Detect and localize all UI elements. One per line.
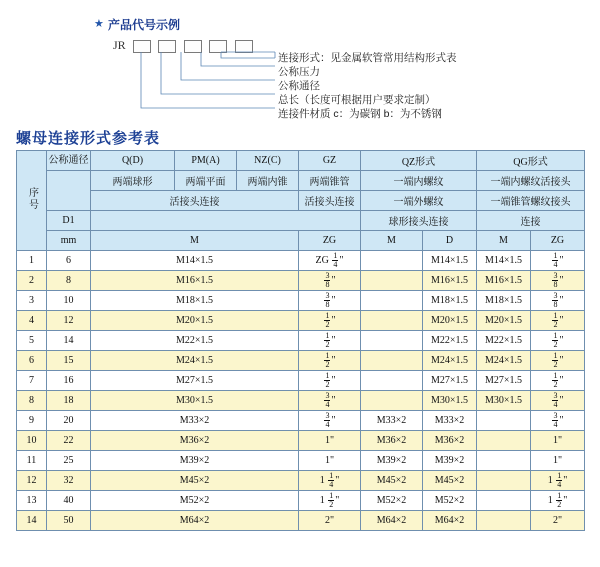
header-thread-zg: ZG (299, 231, 361, 251)
cell-nominal-diameter: 16 (47, 371, 91, 391)
product-code-legend (0, 0, 600, 120)
cell-qg-m (477, 471, 531, 491)
cell-qz-d: M22×1.5 (423, 331, 477, 351)
header-group-qg: QG形式 (477, 151, 585, 171)
cell-qg-m: M14×1.5 (477, 251, 531, 271)
header-thread-qz-d: D (423, 231, 477, 251)
header-span-connect: 连接 (477, 211, 585, 231)
cell-qz-d: M30×1.5 (423, 391, 477, 411)
cell-qz-m (361, 251, 423, 271)
cell-qg-zg: 1" (531, 451, 585, 471)
cell-index: 6 (17, 351, 47, 371)
header-span-ball-joint: 球形接头连接 (361, 211, 477, 231)
table-row (17, 251, 585, 271)
product-code-boxes (133, 40, 256, 58)
header-thread-qg-zg: ZG (531, 231, 585, 251)
header-thread-m: M (91, 231, 299, 251)
table-row (17, 351, 585, 371)
page-title: 螺母连接形式参考表 (16, 130, 161, 147)
table-row (17, 271, 585, 291)
cell-nominal-diameter: 40 (47, 491, 91, 511)
table-row (17, 411, 585, 431)
cell-qg-zg: $\frac{1}{2}$ " (531, 371, 585, 391)
header-sub-qg: 一端内螺纹活接头 (477, 171, 585, 191)
cell-qd-pma-nzc-thread: M64×2 (91, 511, 299, 531)
cell-qz-m: M52×2 (361, 491, 423, 511)
cell-index: 10 (17, 431, 47, 451)
table-header-row (17, 151, 585, 171)
cell-qd-pma-nzc-thread: M52×2 (91, 491, 299, 511)
cell-index: 13 (17, 491, 47, 511)
cell-qd-pma-nzc-thread: M30×1.5 (91, 391, 299, 411)
cell-qz-m (361, 271, 423, 291)
cell-qg-zg: 1" (531, 431, 585, 451)
cell-qg-zg: $\frac{1}{2}$ " (531, 351, 585, 371)
cell-qd-pma-nzc-thread: M33×2 (91, 411, 299, 431)
header-sub-nzc: 两端内锥 (237, 171, 299, 191)
cell-nominal-diameter: 6 (47, 251, 91, 271)
table-row (17, 391, 585, 411)
cell-gz-thread: $\frac{1}{2}$ " (299, 331, 361, 351)
cell-qg-zg: 1 $\frac{1}{4}$ " (531, 471, 585, 491)
cell-nominal-diameter: 8 (47, 271, 91, 291)
cell-index: 3 (17, 291, 47, 311)
cell-qg-zg: 1 $\frac{1}{2}$ " (531, 491, 585, 511)
code-box (235, 40, 253, 53)
nut-connection-table (16, 150, 584, 531)
header-span-taper-joint: 一端锥管螺纹接头 (477, 191, 585, 211)
cell-index: 1 (17, 251, 47, 271)
header-sub-pma: 两端平面 (175, 171, 237, 191)
cell-qg-zg: $\frac{3}{8}$ " (531, 271, 585, 291)
cell-qg-zg: $\frac{1}{2}$ " (531, 311, 585, 331)
table-row (17, 311, 585, 331)
header-group-gz: GZ (299, 151, 361, 171)
cell-qd-pma-nzc-thread: M18×1.5 (91, 291, 299, 311)
cell-index: 7 (17, 371, 47, 391)
cell-index: 11 (17, 451, 47, 471)
table-header-row (17, 231, 585, 251)
cell-nominal-diameter: 15 (47, 351, 91, 371)
cell-qz-d: M52×2 (423, 491, 477, 511)
cell-qz-m: M39×2 (361, 451, 423, 471)
cell-gz-thread: 1" (299, 431, 361, 451)
star-icon: ★ (94, 18, 104, 30)
cell-qd-pma-nzc-thread: M22×1.5 (91, 331, 299, 351)
cell-qg-m: M24×1.5 (477, 351, 531, 371)
header-index: 序号 (17, 151, 47, 251)
code-box (184, 40, 202, 53)
cell-qz-m: M33×2 (361, 411, 423, 431)
product-code-prefix: JR (113, 38, 126, 52)
cell-gz-thread: 2" (299, 511, 361, 531)
cell-qg-m: M27×1.5 (477, 371, 531, 391)
cell-index: 9 (17, 411, 47, 431)
cell-qg-zg: 2" (531, 511, 585, 531)
cell-qd-pma-nzc-thread: M24×1.5 (91, 351, 299, 371)
cell-gz-thread: 1" (299, 451, 361, 471)
code-box (133, 40, 151, 53)
code-box (158, 40, 176, 53)
table-row (17, 511, 585, 531)
cell-nominal-diameter: 14 (47, 331, 91, 351)
legend-item-nominal-diameter: 公称通径 (278, 80, 320, 92)
header-dn: 公称通径 (47, 151, 91, 171)
cell-index: 2 (17, 271, 47, 291)
header-group-qz: QZ形式 (361, 151, 477, 171)
cell-qz-m (361, 331, 423, 351)
cell-qz-m (361, 391, 423, 411)
cell-qg-m (477, 511, 531, 531)
cell-nominal-diameter: 22 (47, 431, 91, 451)
header-group-nzc: NZ(C) (237, 151, 299, 171)
cell-gz-thread: ZG $\frac{1}{4}$ " (299, 251, 361, 271)
cell-qz-d: M45×2 (423, 471, 477, 491)
header-sub-gz: 两端锥管 (299, 171, 361, 191)
cell-gz-thread: $\frac{3}{8}$ " (299, 291, 361, 311)
cell-qg-m (477, 411, 531, 431)
cell-qg-m (477, 431, 531, 451)
header-span-outer-thread: 一端外螺纹 (361, 191, 477, 211)
table-row (17, 291, 585, 311)
cell-qg-zg: $\frac{1}{4}$ " (531, 251, 585, 271)
cell-qd-pma-nzc-thread: M27×1.5 (91, 371, 299, 391)
cell-nominal-diameter: 25 (47, 451, 91, 471)
cell-qz-d: M16×1.5 (423, 271, 477, 291)
legend-item-length: 总长（长度可根据用户要求定制） (278, 94, 436, 106)
cell-qz-d: M18×1.5 (423, 291, 477, 311)
cell-qz-d: M64×2 (423, 511, 477, 531)
cell-gz-thread: $\frac{1}{2}$ " (299, 371, 361, 391)
cell-qd-pma-nzc-thread: M20×1.5 (91, 311, 299, 331)
cell-qg-m: M18×1.5 (477, 291, 531, 311)
table-header-row (17, 171, 585, 191)
cell-qz-m (361, 371, 423, 391)
header-span-union: 活接头连接 (91, 191, 299, 211)
cell-qg-zg: $\frac{1}{2}$ " (531, 331, 585, 351)
cell-qd-pma-nzc-thread: M36×2 (91, 431, 299, 451)
cell-gz-thread: 1 $\frac{1}{4}$ " (299, 471, 361, 491)
cell-qg-m: M22×1.5 (477, 331, 531, 351)
cell-gz-thread: $\frac{3}{4}$ " (299, 391, 361, 411)
cell-qg-m: M16×1.5 (477, 271, 531, 291)
cell-gz-thread: $\frac{1}{2}$ " (299, 311, 361, 331)
header-span-union-gz: 活接头连接 (299, 191, 361, 211)
cell-nominal-diameter: 50 (47, 511, 91, 531)
cell-gz-thread: $\frac{3}{4}$ " (299, 411, 361, 431)
cell-qd-pma-nzc-thread: M14×1.5 (91, 251, 299, 271)
header-d1: D1 (47, 211, 91, 231)
cell-index: 14 (17, 511, 47, 531)
header-dn-blank (47, 171, 91, 211)
table-row (17, 471, 585, 491)
cell-qz-d: M27×1.5 (423, 371, 477, 391)
cell-index: 4 (17, 311, 47, 331)
table-row (17, 431, 585, 451)
header-thread-qz-m: M (361, 231, 423, 251)
cell-qd-pma-nzc-thread: M45×2 (91, 471, 299, 491)
cell-qg-m: M30×1.5 (477, 391, 531, 411)
cell-gz-thread: $\frac{1}{2}$ " (299, 351, 361, 371)
table-header-row (17, 211, 585, 231)
table-row (17, 451, 585, 471)
cell-qd-pma-nzc-thread: M16×1.5 (91, 271, 299, 291)
cell-index: 5 (17, 331, 47, 351)
cell-qz-d: M36×2 (423, 431, 477, 451)
cell-index: 8 (17, 391, 47, 411)
table-row (17, 371, 585, 391)
cell-qz-d: M39×2 (423, 451, 477, 471)
header-unit-mm: mm (47, 231, 91, 251)
cell-index: 12 (17, 471, 47, 491)
header-thread-qg-m: M (477, 231, 531, 251)
cell-qz-d: M24×1.5 (423, 351, 477, 371)
legend-title: 产品代号示例 (108, 18, 181, 32)
cell-qg-zg: $\frac{3}{4}$ " (531, 411, 585, 431)
header-sub-qd: 两端球形 (91, 171, 175, 191)
cell-qd-pma-nzc-thread: M39×2 (91, 451, 299, 471)
code-box (209, 40, 227, 53)
header-group-qd: Q(D) (91, 151, 175, 171)
cell-qz-m: M36×2 (361, 431, 423, 451)
cell-nominal-diameter: 32 (47, 471, 91, 491)
cell-gz-thread: $\frac{3}{8}$ " (299, 271, 361, 291)
table-row (17, 331, 585, 351)
cell-qz-d: M20×1.5 (423, 311, 477, 331)
cell-qz-d: M14×1.5 (423, 251, 477, 271)
cell-qg-zg: $\frac{3}{8}$ " (531, 291, 585, 311)
cell-nominal-diameter: 20 (47, 411, 91, 431)
cell-qz-m: M45×2 (361, 471, 423, 491)
header-blank-1 (91, 211, 361, 231)
cell-nominal-diameter: 10 (47, 291, 91, 311)
legend-item-material: 连接件材质 c：为碳钢 b：为不锈钢 (278, 108, 442, 120)
legend-item-nominal-pressure: 公称压力 (278, 66, 320, 78)
header-sub-qz: 一端内螺纹 (361, 171, 477, 191)
cell-qz-m: M64×2 (361, 511, 423, 531)
table-row (17, 491, 585, 511)
cell-qz-m (361, 291, 423, 311)
cell-gz-thread: 1 $\frac{1}{2}$ " (299, 491, 361, 511)
cell-qg-zg: $\frac{3}{4}$ " (531, 391, 585, 411)
cell-qz-d: M33×2 (423, 411, 477, 431)
cell-qg-m: M20×1.5 (477, 311, 531, 331)
cell-nominal-diameter: 12 (47, 311, 91, 331)
cell-qz-m (361, 311, 423, 331)
cell-qg-m (477, 451, 531, 471)
cell-nominal-diameter: 18 (47, 391, 91, 411)
header-group-pma: PM(A) (175, 151, 237, 171)
cell-qz-m (361, 351, 423, 371)
legend-item-connection-type: 连接形式：见金属软管常用结构形式表 (278, 52, 457, 64)
table-header-row (17, 191, 585, 211)
cell-qg-m (477, 491, 531, 511)
